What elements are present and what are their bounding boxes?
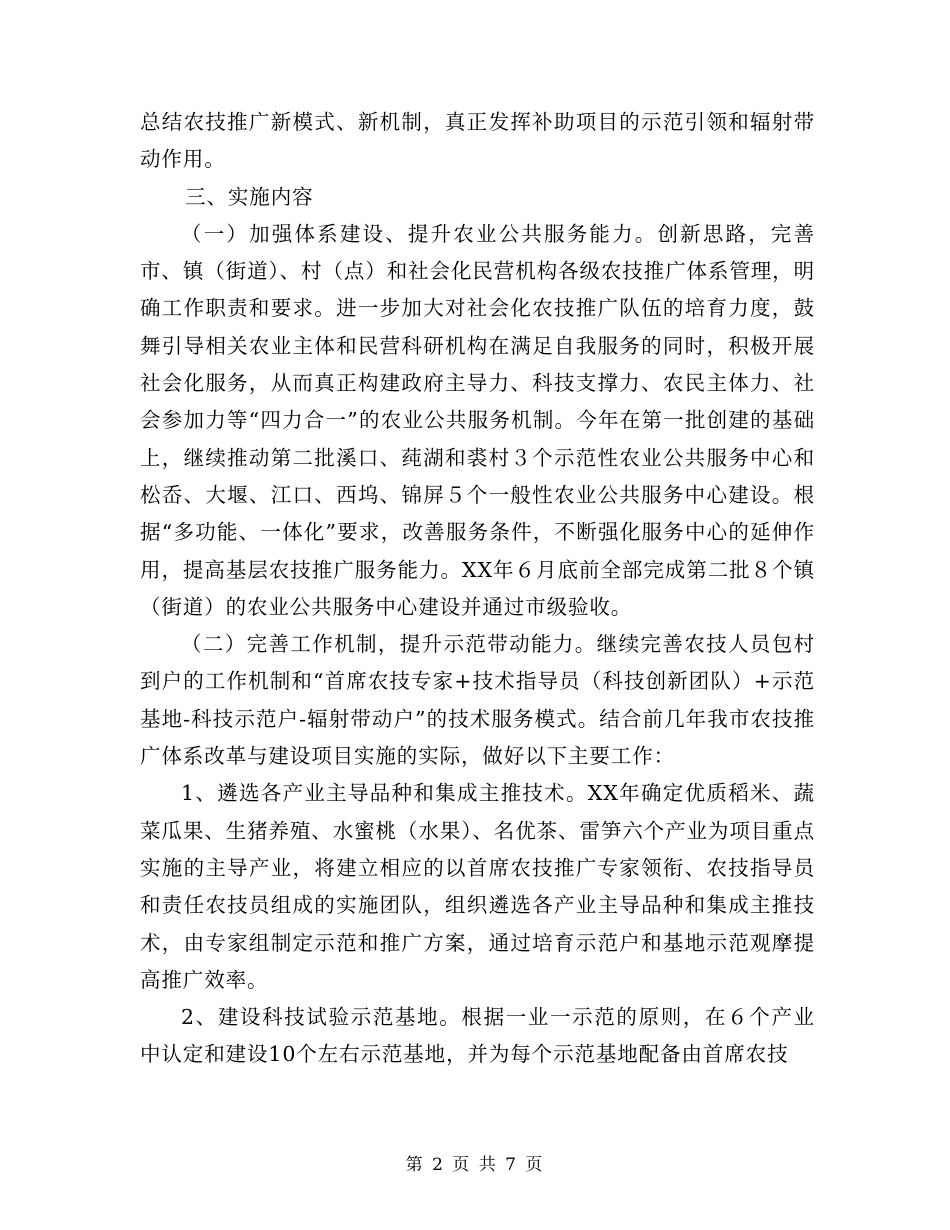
paragraph-work-mechanism: （二）完善工作机制，提升示范带动能力。继续完善农技人员包村到户的工作机制和“首席农技专家+技术指导员（科技创新团队）+示范基地-科技示范户-辐射带动户”的技术服务模式。结合前几年我市农技推广体系改革与建设项目实施的实际，做好以下主要工作： (140, 632, 815, 769)
document-body (140, 104, 815, 1074)
page-footer: 第 2 页 共 7 页 (405, 1155, 545, 1175)
paragraph-item-2: 2、建设科技试验示范基地。根据一业一示范的原则，在６个产业中认定和建设10个左右示范基地，并为每个示范基地配备由首席农技 (140, 1005, 815, 1067)
paragraph-continuation: 总结农技推广新模式、新机制，真正发挥补助项目的示范引领和辐射带动作用。 (140, 110, 815, 172)
paragraph-item-1: 1、遴选各产业主导品种和集成主推技术。XX年确定优质稻米、蔬菜瓜果、生猪养殖、水蜜桃（水果）、名优茶、雷笋六个产业为项目重点实施的主导产业，将建立相应的以首席农技推广专家领衔、农技指导员和责任农技员组成的实施团队，组织遴选各产业主导品种和集成主推技术，由专家组制定示范和推广方案，通过培育示范户和基地示范观摩提高推广效率。 (140, 781, 815, 992)
section-heading: 三、实施内容 (185, 184, 314, 209)
paragraph-system-building: （一）加强体系建设、提升农业公共服务能力。创新思路，完善市、镇（街道）、村（点）和社会化民营机构各级农技推广体系管理，明确工作职责和要求。进一步加大对社会化农技推广队伍的培育力度，鼓舞引导相关农业主体和民营科研机构在满足自我服务的同时，积极开展社会化服务，从而真正构建政府主导力、科技支撑力、农民主体力、社会参加力等“四力合一”的农业公共服务机制。今年在第一批创建的基础上，继续推动第二批溪口、莼湖和裘村３个示范性农业公共服务中心和松岙、大堰、江口、西坞、锦屏５个一般性农业公共服务中心建设。根据“多功能、一体化”要求，改善服务条件，不断强化服务中心的延伸作用，提高基层农技推广服务能力。XX年６月底前全部完成第二批８个镇（街道）的农业公共服务中心建设并通过市级验收。 (140, 221, 815, 619)
